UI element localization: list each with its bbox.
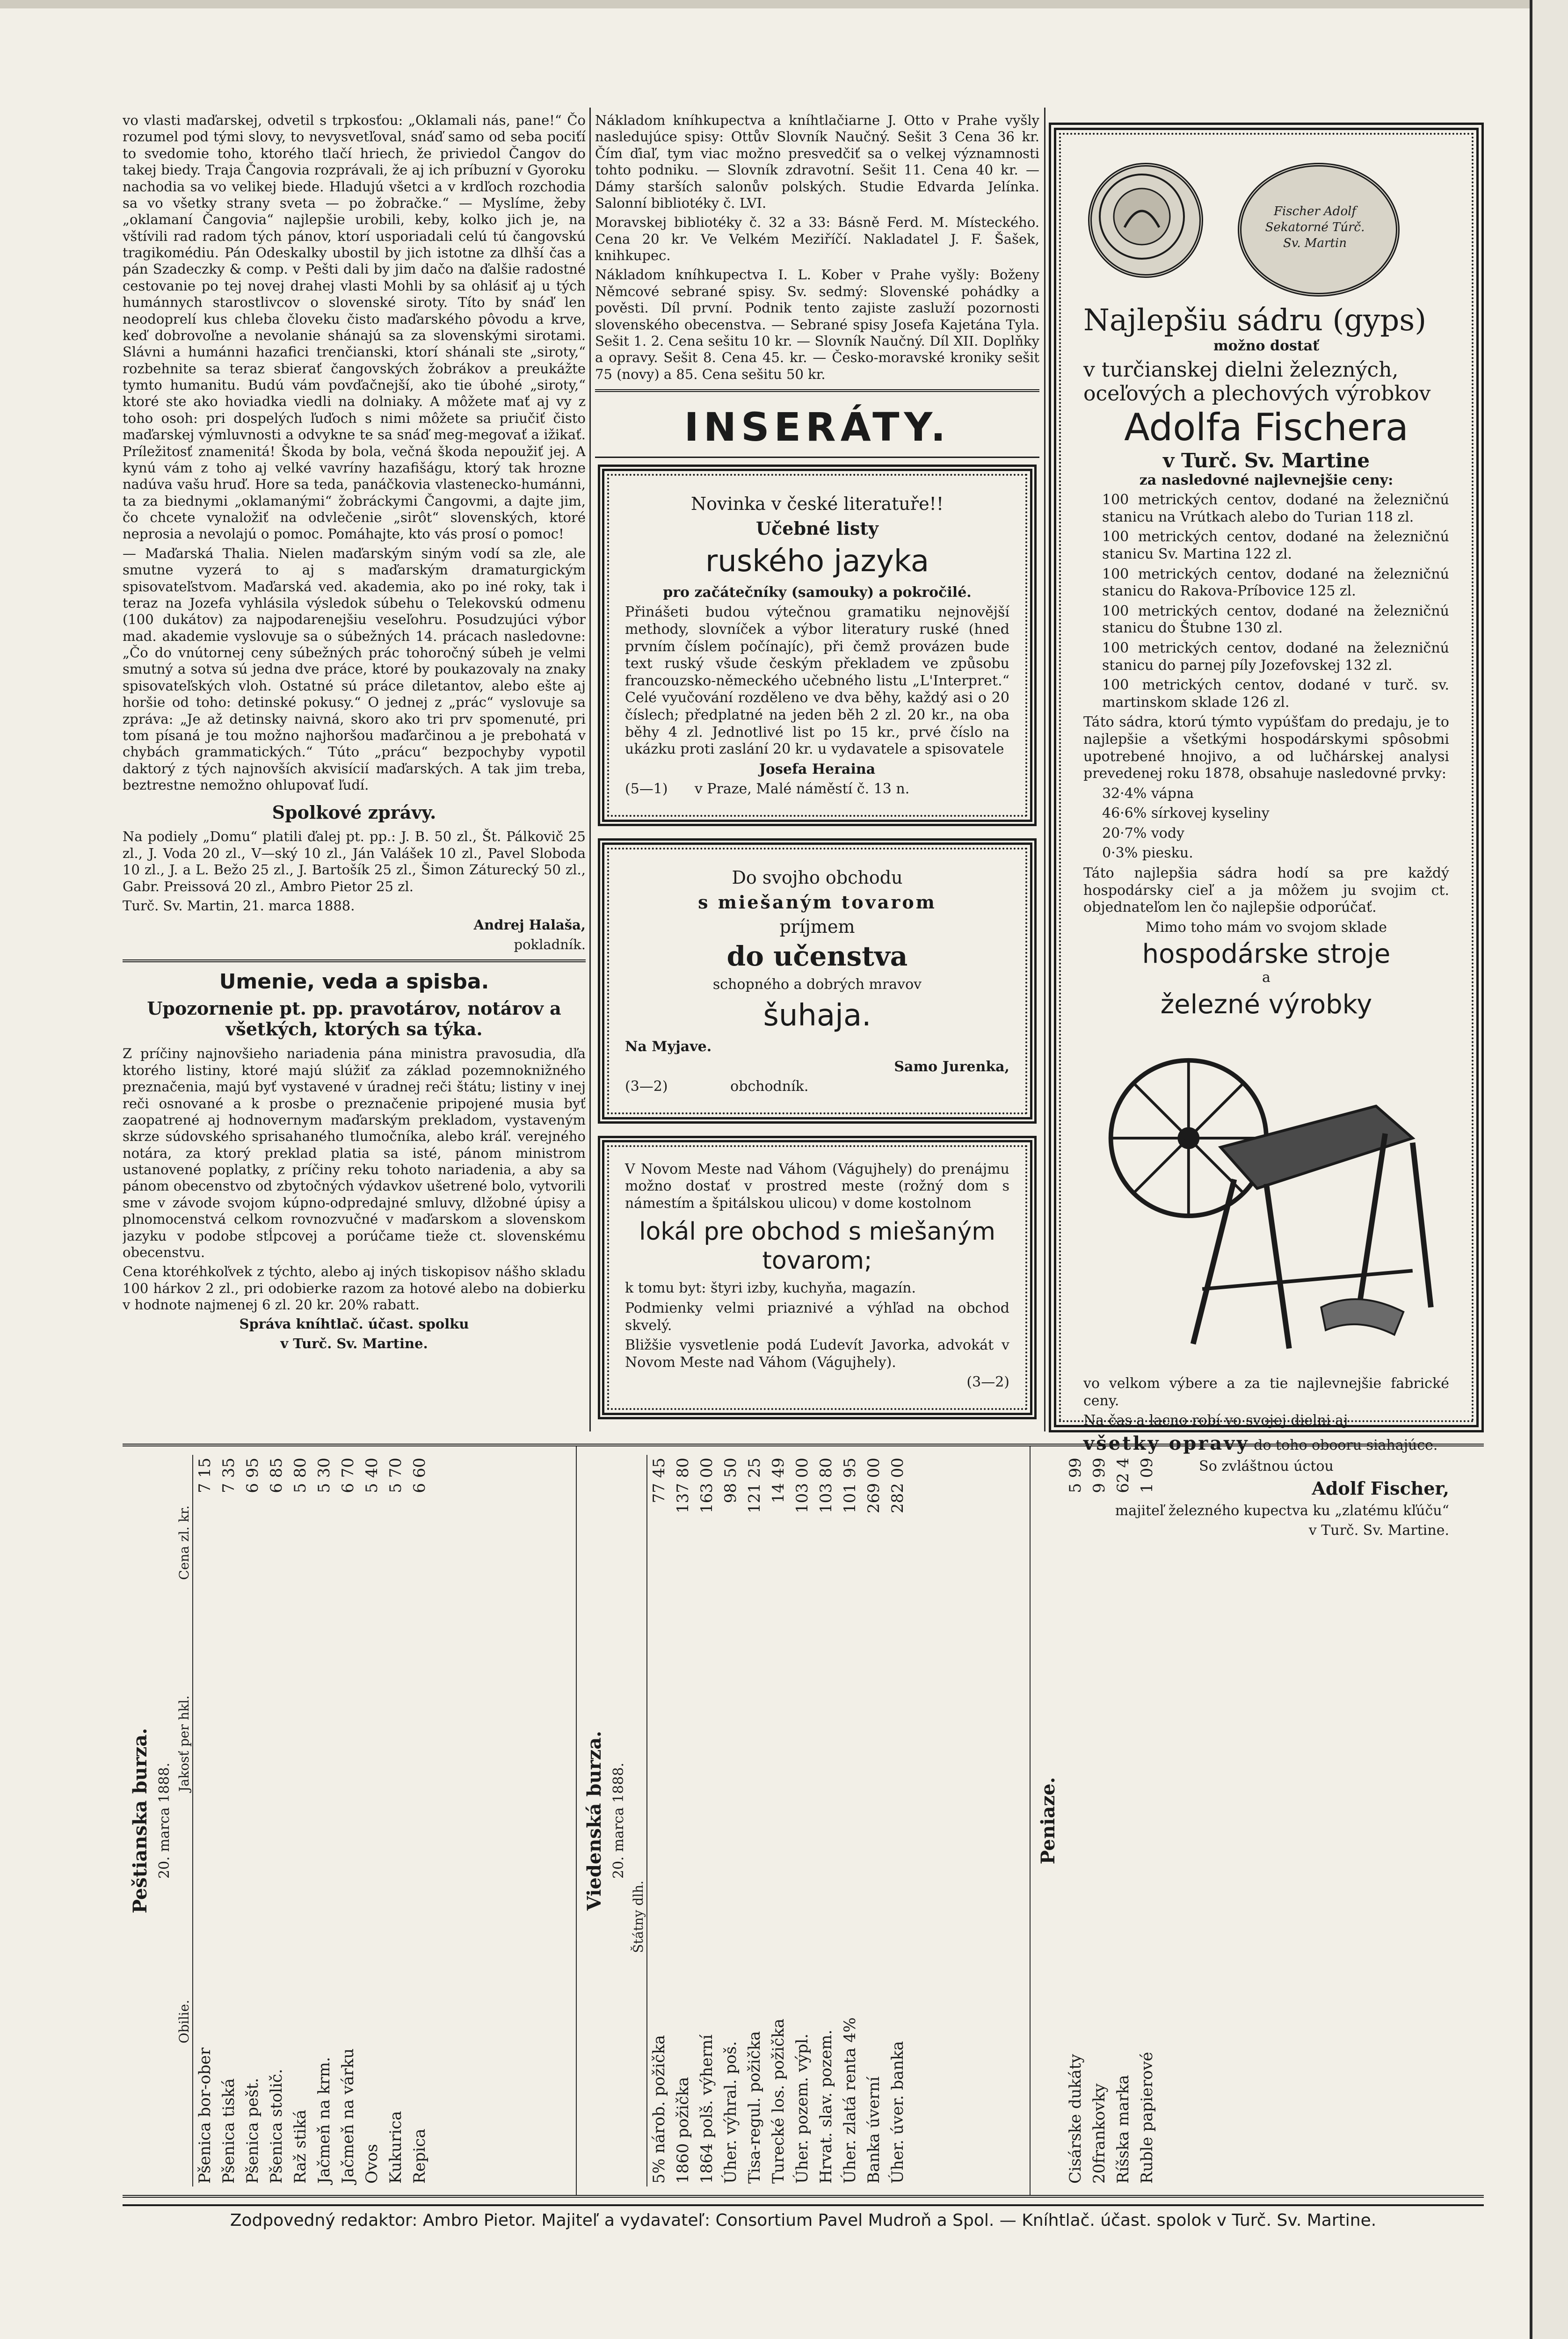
row-label: Jačmeň na várku (339, 2048, 358, 2184)
price-item: 100 metrických centov, dodané na železničnú stanicu do Štubne 130 zl. (1102, 603, 1449, 637)
table-row (408, 1455, 432, 2186)
ad-body: Bližšie vysvetlenie podá Ľudevít Javorka, advokát v Novom Meste nad Váhom (Vágujhely). (625, 1337, 1009, 1371)
ad-line: možno dostať (1213, 338, 1320, 354)
table-row (1064, 1455, 1088, 2186)
ad-line: a (1262, 969, 1270, 986)
row-label: Ríšska marka (1114, 2075, 1133, 2184)
machine-illustration (1083, 1029, 1449, 1366)
col-header: Štátny dlh. (630, 1647, 647, 2186)
market-table (1064, 1455, 1159, 2186)
row-label: Turecké los. požička (769, 2019, 788, 2184)
col-header: Jakosť per hkl. (176, 1630, 193, 1857)
ad-body: V Novom Meste nad Váhom (Vágujhely) do prenájmu možno dostať v prostred meste (rožný dom s námestím a špitálskou ulicou) v dome kostolnom (625, 1161, 1009, 1212)
row-value: 137 80 (673, 1458, 692, 1513)
column-middle (595, 112, 1039, 1431)
row-value: 5 80 (291, 1458, 310, 1493)
ad-line: So zvláštnou úctou (1199, 1458, 1334, 1475)
row-value: 6 85 (267, 1458, 286, 1493)
page-edge (1530, 0, 1568, 2339)
book-notice: Moravskej bibliotéky č. 32 a 33: Básně Ferd. M. Místeckého. Cena 20 kr. Ve Velkém Meziříčí. Nakladatel J. F. Šašek, knihkupec. (595, 214, 1039, 263)
seals (1083, 163, 1449, 294)
row-label: 1864 polš. výherní (697, 2034, 716, 2184)
table-row (312, 1455, 336, 2186)
row-value: 103 00 (792, 1458, 812, 1513)
table-row (862, 1455, 886, 2186)
market-table (176, 1455, 432, 2186)
ad-address-text: v Praze, Malé náměstí č. 13 n. (694, 781, 910, 798)
section-heading: Umenie, veda a spisba. (219, 970, 489, 994)
ad-line: Do svojho obchodu (732, 867, 903, 888)
ad-title: ruského jazyka (705, 544, 929, 579)
row-label: Jačmeň na krm. (315, 2057, 334, 2184)
ad-name: Josefa Heraina (759, 761, 876, 777)
ad-line: v turčianskej dielni železných, oceľových a plechových výrobkov (1083, 357, 1431, 406)
market-title: Viedenská burza. (583, 1730, 605, 1911)
ad-line: Novinka v české literatuře!! (690, 494, 944, 514)
composition-item: 0·3% piesku. (1102, 845, 1193, 862)
ad-line: Učebné listy (756, 518, 878, 539)
signature: Správa kníhtlač. účast. spolku (239, 1316, 469, 1332)
row-label: 1860 požička (673, 2077, 692, 2184)
ad-body: Táto najlepšia sádra hodí sa pre každý hospodársky cieľ a ja môžem ju svojim ct. objednateľom len čo najlepšie odporúčať. (1083, 865, 1449, 916)
row-label: Tisa-regul. požička (745, 2031, 764, 2184)
divider (123, 959, 586, 962)
market-date: 20. marca 1888. (610, 1762, 627, 1879)
book-notice: Nákladom kníhkupectva I. L. Kober v Prahe vyšly: Boženy Němcové sebrané spisy. Sv. sedmý: Slovenské pohádky a pověsti. Díl první. Podnik tento zajiste zasluží pozornosti slovenského obecenstva. — Sebrané spisy Josefa Kajetána Tyla. Sešit 1. 2. Cena sešitu 10 kr. — Slovník Naučný. Díl XII. Doplňky a opravy. Sešit 8. Cena 45. kr. — Česko-moravské kroniky sešit 75 (novy) a 85. Cena sešitu 50 kr. (595, 267, 1039, 382)
table-row (193, 1455, 217, 2186)
row-value: 1 09 (1138, 1458, 1157, 1493)
row-value: 98 50 (721, 1458, 740, 1504)
market-pest (123, 1446, 577, 2195)
table-row (241, 1455, 265, 2186)
column-rule (589, 108, 591, 1431)
row-label: Úher. zlatá renta 4% (840, 2017, 859, 2184)
table-header-row (630, 1455, 647, 2186)
row-value: 163 00 (697, 1458, 716, 1513)
ad-number: (3—2) (625, 1078, 668, 1095)
row-value: 5 99 (1066, 1458, 1085, 1493)
row-value: 6 70 (339, 1458, 358, 1493)
column-rule (1044, 108, 1045, 1431)
ad-highlight: všetky opravy (1083, 1432, 1249, 1454)
divider (595, 457, 1039, 458)
ad-title: lokál pre obchod s miešaným tovarom; (639, 1217, 995, 1275)
table-header-row (176, 1455, 193, 2186)
table-row (1088, 1455, 1111, 2186)
signature: Andrej Halaša, (473, 917, 586, 933)
ad-body: Přinášeti budou výtečnou gramatiku nejnovější methody, slovníček a výbor literatury ruské (hned prvním číslem počínajíc), při čemž provázen bude text ruský všude českým překladem ve způsobu francouzsko-německého učebného listu „L'Interpret.“ Celé vyučování rozděleno ve dva běhy, každý asi o 20 číslech; předplatné na jeden běh 2 zl. 20 kr., na oba běhy 4 zl. Jednotlivé list po 15 kr., prvé číslo na ukázku proti zaslání 20 kr. u vydavatele a spisovatele (625, 604, 1009, 758)
ad-title: do učenstva (726, 940, 908, 972)
row-label: Kukurica (386, 2111, 406, 2184)
row-label: Úher. výhral. poš. (721, 2041, 740, 2184)
row-label: Repica (410, 2128, 429, 2184)
row-label: Pšenica stolič. (267, 2069, 286, 2184)
table-row (336, 1455, 360, 2186)
row-value: 5 30 (315, 1458, 334, 1493)
row-value: 282 00 (888, 1458, 907, 1513)
dateline: Turč. Sv. Martin, 21. marca 1888. (123, 897, 355, 914)
column-left (123, 112, 586, 1355)
article-paragraph: Na podiely „Domu“ platili ďalej pt. pp.: J. B. 50 zl., Št. Pálkovič 25 zl., J. Voda 20 zl., V—ský 10 zl., Ján Valášek 10 zl., Pavel Sloboda 10 zl., J. a L. Bežo 25 zl., J. Bartošík 25 zl., Šimon Záturecký 50 zl., Gabr. Preissová 20 zl., Ambro Pietor 25 zl. (123, 828, 586, 894)
price-item: 100 metrických centov, dodané v turč. sv. martinskom sklade 126 zl. (1102, 677, 1449, 711)
row-label: Ovos (363, 2144, 382, 2184)
ad-body: k tomu byt: štyri izby, kuchyňa, magazín. (625, 1280, 916, 1297)
inserts-heading: INSERÁTY. (684, 404, 951, 450)
book-notice: Nákladom kníhkupectva a kníhtlačiarne J. Otto v Prahe vyšly nasledujúce spisy: Ottův Slovník Naučný. Sešit 3 Cena 36 kr. Čím ďiaľ, tym viac možno presvedčiť sa o velkej významnosti tohto podniku. — Slovník zdravotní. Sešit 11. Cena 40 kr. — Dámy starších salonův polských. Studie Edvarda Jelínka. Salonní bibliotéky č. LVI. (595, 112, 1039, 211)
market-columns (123, 1446, 1484, 2195)
table-row (695, 1455, 719, 2186)
ad-line: za nasledovné najlevnejšie ceny: (1139, 472, 1394, 488)
ad-line: Mimo toho mám vo svojom sklade (1145, 919, 1387, 936)
row-value: 269 00 (864, 1458, 883, 1513)
row-label: 20frankovky (1090, 2083, 1109, 2184)
row-value: 5 70 (386, 1458, 406, 1493)
imprint-footer (123, 2204, 1484, 2230)
row-value: 121 25 (745, 1458, 764, 1513)
ad-body: Na čas a lacno robí vo svojej dielni aj (1083, 1412, 1348, 1429)
table-row (217, 1455, 241, 2186)
table-row (1135, 1455, 1159, 2186)
table-row (1111, 1455, 1135, 2186)
market-date: 20. marca 1888. (156, 1762, 173, 1879)
ad-title: železné výrobky (1160, 989, 1372, 1020)
ad-line: pro začátečníky (samouky) a pokročilé. (663, 584, 972, 601)
table-row (360, 1455, 384, 2186)
row-value: 6 95 (243, 1458, 262, 1493)
market-section (123, 1444, 1484, 2198)
row-label: 5% nárob. požička (649, 2035, 668, 2184)
row-value: 14 49 (769, 1458, 788, 1504)
signature: v Turč. Sv. Martine. (280, 1335, 428, 1351)
col-header: Cena zl. kr. (176, 1455, 193, 1630)
advert-apprentice (598, 838, 1037, 1124)
seal-text: Fischer Adolf Sekatorné Túrč. Sv. Martin (1265, 204, 1365, 250)
ad-line-end: do toho obooru siahajúce. (1254, 1437, 1438, 1453)
table-row (265, 1455, 289, 2186)
ad-number: (5—1) (625, 781, 668, 798)
ad-body: vo velkom výbere a za tie najlevnejšie fabrické ceny. (1083, 1375, 1449, 1409)
price-item: 100 metrických centov, dodané na železničnú stanicu Sv. Martina 122 zl. (1102, 529, 1449, 562)
advert-shop-rental (598, 1136, 1037, 1419)
price-item: 100 metrických centov, dodané na železničnú stanicu do Rakova-Príbovice 125 zl. (1102, 566, 1449, 600)
table-row (814, 1455, 838, 2186)
row-value: 62 4 (1114, 1458, 1133, 1493)
notice-paragraph: Cena ktoréhkoľvek z týchto, alebo aj iných tiskopisov nášho skladu 100 hárkov 2 zl., pri odobierke razom za hotové alebo na dobierku v hodnote najmenej 6 zl. 20 kr. 20% rabatt. (123, 1264, 586, 1313)
table-row (838, 1455, 862, 2186)
company-seal (1238, 163, 1400, 297)
ad-role: obchodník. (730, 1078, 809, 1095)
col-header: Obilie. (176, 1857, 193, 2186)
row-label: Hrvat. slav. pozem. (816, 2029, 835, 2184)
divider (595, 389, 1039, 392)
signature-role: pokladník. (514, 936, 586, 952)
ad-body: Podmienky velmi priaznivé a výhľad na obchod skvelý. (625, 1300, 1009, 1334)
price-item: 100 metrických centov, dodané na železničnú stanicu na Vrútkach alebo do Turian 118 zl. (1102, 492, 1449, 525)
ad-signature-place: v Turč. Sv. Martine. (1308, 1522, 1449, 1539)
table-row (384, 1455, 408, 2186)
row-label: Banka úverní (864, 2076, 883, 2184)
row-label: Cisárske dukáty (1066, 2054, 1085, 2184)
market-vienna (577, 1446, 1031, 2195)
section-heading: Spolkové zprávy. (272, 802, 436, 823)
table-row (647, 1455, 671, 2186)
market-table (630, 1455, 910, 2186)
table-row (791, 1455, 814, 2186)
top-edge (0, 0, 1530, 8)
market-title: Peštianska burza. (129, 1728, 151, 1914)
composition-item: 32·4% vápna (1102, 785, 1194, 802)
row-value: 101 95 (840, 1458, 859, 1513)
market-coins (1031, 1446, 1484, 2195)
row-value: 6 60 (410, 1458, 429, 1493)
divider (123, 2204, 1484, 2206)
ad-line: príjmem (779, 916, 855, 937)
table-row (289, 1455, 312, 2186)
composition-item: 46·6% sírkovej kyseliny (1102, 805, 1270, 822)
row-label: Pšenica bor-ober (196, 2047, 215, 2184)
row-label: Ruble papierové (1138, 2052, 1157, 2184)
ad-line: schopného a dobrých mravov (712, 976, 922, 993)
ad-line: s miešaným tovarom (698, 891, 936, 913)
notice-paragraph: Z príčiny najnovšieho nariadenia pána ministra pravosudia, dľa ktorého listiny, ktoré majú slúžiť za základ pozemnoknižného preznačenia, majú byť vystavené v úradnej reči štátu; listiny v inej reči osnované a k prosbe o preznačenie pripojené musia byť zaopatrené aj hodnovernym maďarským prekladom, vystaveným skrze súdovského sprisahaného tlumočníka, alebo kráľ. verejného notára, za ktorý preklad platia sa isté, pánom ministrom ustanovené poplatky, z príčiny reku tohoto nariadenia, a aby sa pánom obecenstvo od zbytočných výdavkov ušetrené bolo, vytvorili sme v závode svojom kúpno-odpredajné smluvy, dlžobné úpisy a plnomocenstvá celkom rovnozvučné v maďarskom a slovenskom jazyku v podobe stĺpcovej a porúčame tieže ct. slovenskému obecenstvu. (123, 1046, 586, 1260)
market-title: Peniaze. (1037, 1777, 1060, 1865)
price-list (1102, 492, 1449, 711)
ad-footer (625, 1078, 1009, 1096)
ad-name: Samo Jurenka, (894, 1058, 1009, 1075)
row-value: 7 35 (219, 1458, 239, 1493)
table-row (886, 1455, 910, 2186)
article-paragraph: vo vlasti maďarskej, odvetil s trpkosťou: „Oklamali nás, pane!“ Čo rozumel pod tými slovy, to nevysvetľoval, snáď samo od seba pociťí to svedomie toho, ktorého tlačí hriech, že priviedol Čangov do takej biedy. Traja Čangovia rozprávali, že aj ich príbuzní v Gyoroku nachodia sa vo velikej biede. Hladujú všetci a v krdľoch rozchodia sa vo všetky strany sveta — po žobračke.“ — Myslíme, žeby „oklamaní Čangovia“ najlepšie urobili, keby, kolko jich je, na vštívili rad radom tých pánov, ktorí usporiadali celú tú čangovskú tragikomédiu. Pán Odeskalky ubostil by jich istotne za dlhší čas a pán Szadeczky & comp. v Pešti dali by jim dačo na ďalšie radostné cestovanie po tej novej drahej vlasti Mohli by sa ohlásiť aj u tých humánnych starostlivcov o slovenské siroty. Títo by snáď len neodoprelí kus chleba človeku čisto maďarského pôvodu a krve, keď dobrovoľne a nevolanie shánajú sa za slovenskými sirotami. Slávni a humánni hazafici trenčianski, ktorí shánali ste „siroty,“ rozbehnite sa teraz sbierať čangovských žobrákov a preukážte tymto humanitu. Budú vám povďačnejší, ako tie úbohé „siroty,“ ktoré ste ako hoviadka viedli na dolniaky. A môžete mať aj vy z toho osoh: pri dospelých ľuďoch s nimi môžete sa priučiť čisto maďarskej výmluvnosti a odvykne te sa snáď meg-megovať a ižikať. Príležitosť znamenitá! Škoda by bola, večná škoda nepoužiť jej. A kynú vám z toho aj velké vavríny hazafišágu, ktorý tak hrozne nadúva vašu hruď. Hore sa teda, panáčkovia vlastenecko-humánni, ta za biednymi „oklamanými“ žobráckymi Čangovmi, a dajte jim, čo chcete vynaložiť na odvlečenie „sirôt“ slovenských, ktoré neprosia a nevolajú o pomoc. Pomáhajte, kto vás prosí o pomoc! (123, 112, 586, 542)
row-label: Raž stiká (291, 2109, 310, 2184)
article-paragraph: — Maďarská Thalia. Nielen maďarským siným vodí sa zle, ale smutne vyzerá to aj s maďarským dramaturgickým spisovateľstvom. Maďarská ved. akademia, ako po iné roky, tak i teraz na Jozefa vyhlásila výsledok súbehu o Telekovskú odmenu (100 dukátov) za najpodarenejšiu veseľohru. Posudzujúci výbor mad. akademie vyslovuje sa o súbežných 14. prácach nasledovne: „Čo do vnútornej ceny súbežných prác tohoročný súbeh je velmi smutný a sotva sú jedna dve práce, ktoré by poukazovaly na znaky spisovateľských vloh. Ostatné sú práce diletantov, alebo ešte aj horšie od toho: detinské pokusy.“ O jednej z „prác“ vyslovuje sa zpráva: „Je až detinsky naivná, skoro ako tri prv spomenuté, pri tom písaná je tou možno najhoršou maďarčinou a je prebohatá v chybách grammatických.“ Túto „prácu“ bezpochyby vypotil daktorý z tých najnovších akvisícií maďarských. A tak jim treba, beztrestne nemožno ohlupovať ľudí. (123, 545, 586, 793)
ad-body: Táto sádra, ktorú týmto vypúšťam do predaju, je to najlepšie a všetkými hospodárskymi spôsobmi upotrebené hnojivo, a od lučhárskej analysi prevedenej roku 1878, obsahuje nasledovné prvky: (1083, 714, 1449, 782)
ad-signature-role: majiteľ železného kupectva ku „zlatému kľúču“ (1115, 1502, 1449, 1519)
composition-item: 20·7% vody (1102, 825, 1185, 842)
ad-line: v Turč. Sv. Martine (1162, 449, 1370, 472)
medal-icon (1088, 163, 1203, 278)
row-value: 103 80 (816, 1458, 835, 1513)
table-row (719, 1455, 743, 2186)
market-rotated (123, 1446, 1484, 2195)
advert-russian-lessons (598, 465, 1037, 826)
notice-heading: Upozornenie pt. pp. pravotárov, notárov a všetkých, ktorých sa týka. (147, 998, 561, 1039)
composition-list (1102, 785, 1449, 862)
ad-title: hospodárske stroje (1142, 939, 1391, 970)
table-row (767, 1455, 791, 2186)
row-label: Pšenica tiská (219, 2078, 239, 2184)
imprint-text: Zodpovedný redaktor: Ambro Pietor. Majiteľ a vydavateľ: Consortium Pavel Mudroň a Spol. — Kníhtlač. účast. spolok v Turč. Sv. Martine. (230, 2211, 1377, 2230)
table-row (743, 1455, 767, 2186)
row-value: 9 99 (1090, 1458, 1109, 1493)
price-item: 100 metrických centov, dodané na železničnú stanicu do parnej píly Jozefovskej 132 zl. (1102, 639, 1449, 674)
ad-address (625, 781, 1009, 798)
row-value: 77 45 (649, 1458, 668, 1504)
ad-signature: Adolf Fischer, (1312, 1478, 1449, 1499)
row-label: Úher. pozem. výpl. (792, 2034, 812, 2184)
row-value: 7 15 (196, 1458, 215, 1493)
row-label: Pšenica pešt. (243, 2077, 262, 2184)
table-row (671, 1455, 695, 2186)
row-label: Úher. úver. banka (888, 2041, 907, 2184)
ad-title: Najlepšiu sádru (gyps) (1083, 303, 1427, 338)
ad-name: Adolfa Fischera (1124, 405, 1408, 449)
row-value: 5 40 (363, 1458, 382, 1493)
ad-title: šuhaja. (763, 998, 871, 1033)
ad-line: Na Myjave. (625, 1039, 712, 1055)
ad-number: (3—2) (966, 1374, 1009, 1391)
